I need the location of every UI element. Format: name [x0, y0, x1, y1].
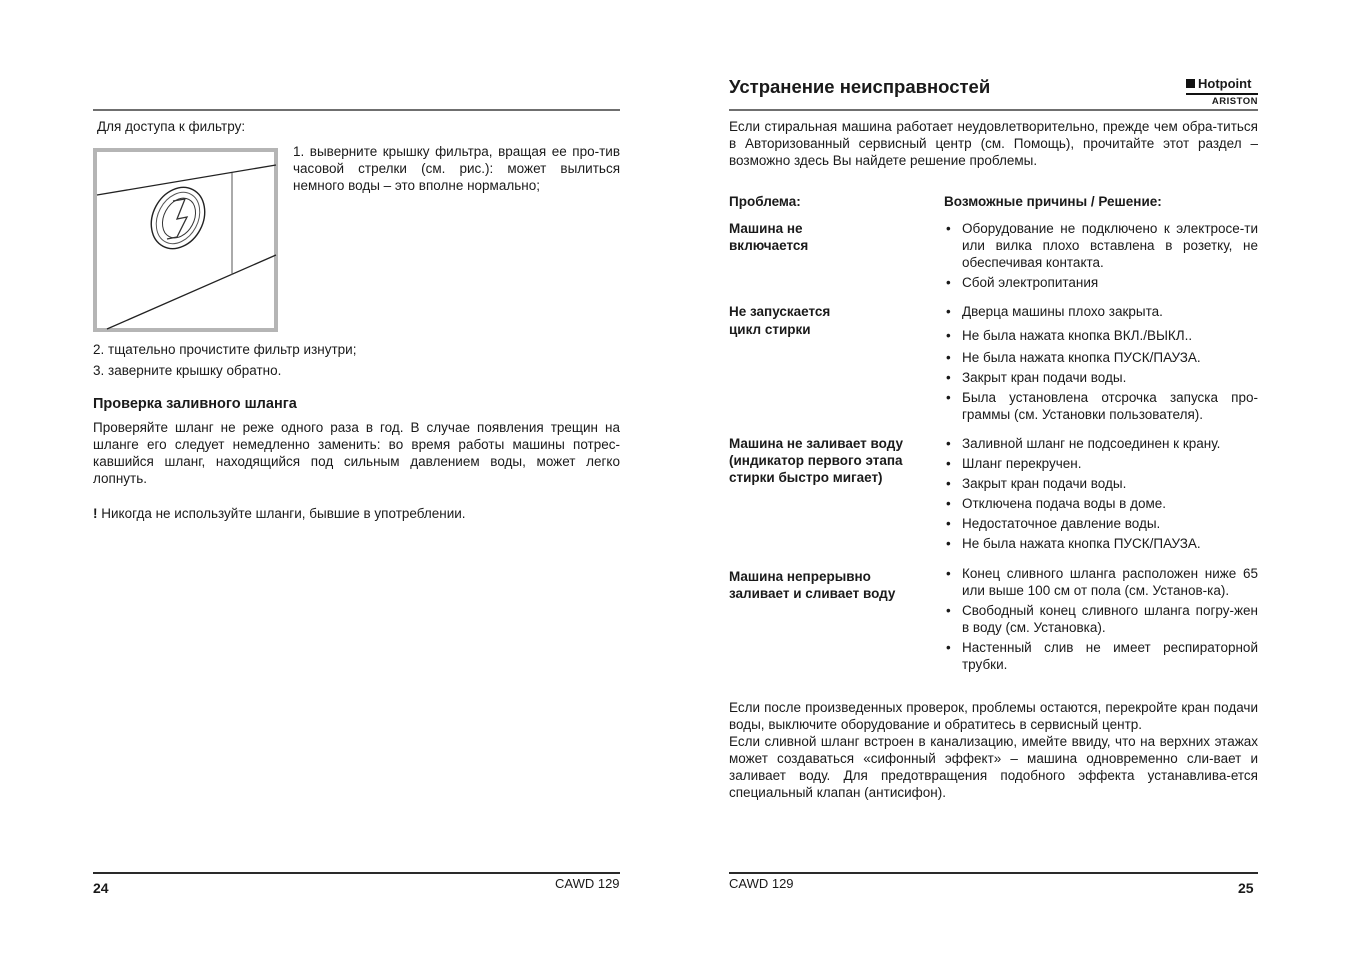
solution-item: • Заливной шланг не подсоединен к крану. — [944, 435, 1258, 452]
hose-check-heading: Проверка заливного шланга — [93, 396, 297, 412]
logo-brand: Hotpoint — [1198, 76, 1252, 91]
intro-paragraph: Если стиральная машина работает неудовлетворительно, прежде чем обра-титься в Авторизованный сервисный центр (см. Помощь), прочитайте этот раздел – возможно здесь Вы найдете решение проблемы. — [729, 119, 1258, 168]
left-top-rule — [93, 109, 620, 111]
solutions-3 — [944, 435, 1258, 555]
page-title: Устранение неисправностей — [729, 76, 991, 97]
problem-1: Машина не включается — [729, 221, 809, 253]
solution-item: • Не была нажата кнопка ПУСК/ПАУЗА. — [944, 535, 1258, 552]
logo-square-icon — [1186, 79, 1195, 88]
solution-item: • Закрыт кран подачи воды. — [944, 369, 1258, 386]
problem-2: Не запускается цикл стирки — [729, 304, 831, 337]
col-header-problem: Проблема: — [729, 194, 801, 209]
filter-illustration — [93, 147, 279, 332]
col-header-solution: Возможные причины / Решение: — [944, 194, 1162, 209]
right-model-label: CAWD 129 — [729, 876, 794, 891]
solution-item: • Сбой электропитания — [944, 274, 1258, 291]
solution-item: • Настенный слив не имеет респираторной трубки. — [944, 639, 1258, 673]
warning-text: Никогда не используйте шланги, бывшие в употреблении. — [101, 506, 466, 521]
right-top-rule — [729, 109, 1258, 111]
solution-item: • Отключена подача воды в доме. — [944, 495, 1258, 512]
closing-paragraph-2: Если сливной шланг встроен в канализацию, имейте ввиду, что на верхних этажах может создаваться «сифонный эффект» – машина одновременно сли-вает и заливает воду. Для предотвращения подобного эффекта устанавлива-ется специальный клапан (антисифон). — [729, 734, 1258, 800]
solution-item: • Недостаточное давление воды. — [944, 515, 1258, 532]
solution-item: • Не была нажата кнопка ВКЛ./ВЫКЛ.. — [944, 327, 1258, 344]
solutions-1 — [944, 220, 1258, 294]
warning-note — [93, 505, 466, 522]
closing-paragraph-1: Если после произведенных проверок, проблемы остаются, перекройте кран подачи воды, выключите оборудование и обратитесь в сервисный центр. — [729, 700, 1258, 732]
problem-3: Машина не заливает воду (индикатор первого этапа стирки быстро мигает) — [729, 436, 903, 485]
filter-access-intro: Для доступа к фильтру: — [97, 119, 246, 134]
left-page-number: 24 — [93, 880, 109, 896]
right-page-number: 25 — [1238, 880, 1254, 896]
solution-item: • Была установлена отсрочка запуска про-граммы (см. Установки пользователя). — [944, 389, 1258, 423]
solutions-2 — [944, 303, 1258, 426]
solution-item: • Конец сливного шланга расположен ниже 65 или выше 100 см от пола (см. Установ-ка). — [944, 565, 1258, 599]
filter-step-1: 1. выверните крышку фильтра, вращая ее про-тив часовой стрелки (см. рис.): может вылиться немного воды – это вполне нормально; — [293, 144, 620, 193]
warning-mark: ! — [93, 506, 98, 521]
problem-4: Машина непрерывно заливает и сливает воду — [729, 569, 896, 601]
solution-item: • Не была нажата кнопка ПУСК/ПАУЗА. — [944, 349, 1258, 366]
hotpoint-ariston-logo — [1186, 76, 1258, 107]
right-bottom-rule — [729, 872, 1258, 874]
solutions-4 — [944, 565, 1258, 676]
solution-item: • Оборудование не подключено к электросе-ти или вилка плохо вставлена в розетку, не обеспечивая контакта. — [944, 220, 1258, 271]
logo-sub: ARISTON — [1211, 96, 1258, 107]
solution-item: • Дверца машины плохо закрыта. — [944, 303, 1258, 320]
solution-item: • Шланг перекручен. — [944, 455, 1258, 472]
solution-item: • Закрыт кран подачи воды. — [944, 475, 1258, 492]
left-bottom-rule — [93, 872, 620, 874]
solution-item: • Свободный конец сливного шланга погру-жен в воду (см. Установка). — [944, 602, 1258, 636]
left-model-label: CAWD 129 — [555, 876, 620, 891]
hose-check-text: Проверяйте шланг не реже одного раза в год. В случае появления трещин на шланге его следует немедленно заменить: во время работы машины потрес-кавшийся шланг, находящийся под сильным давлением воды, может легко лопнуть. — [93, 420, 620, 486]
filter-step-2: 2. тщательно прочистите фильтр изнутри; — [93, 342, 357, 357]
filter-step-3: 3. заверните крышку обратно. — [93, 363, 282, 378]
